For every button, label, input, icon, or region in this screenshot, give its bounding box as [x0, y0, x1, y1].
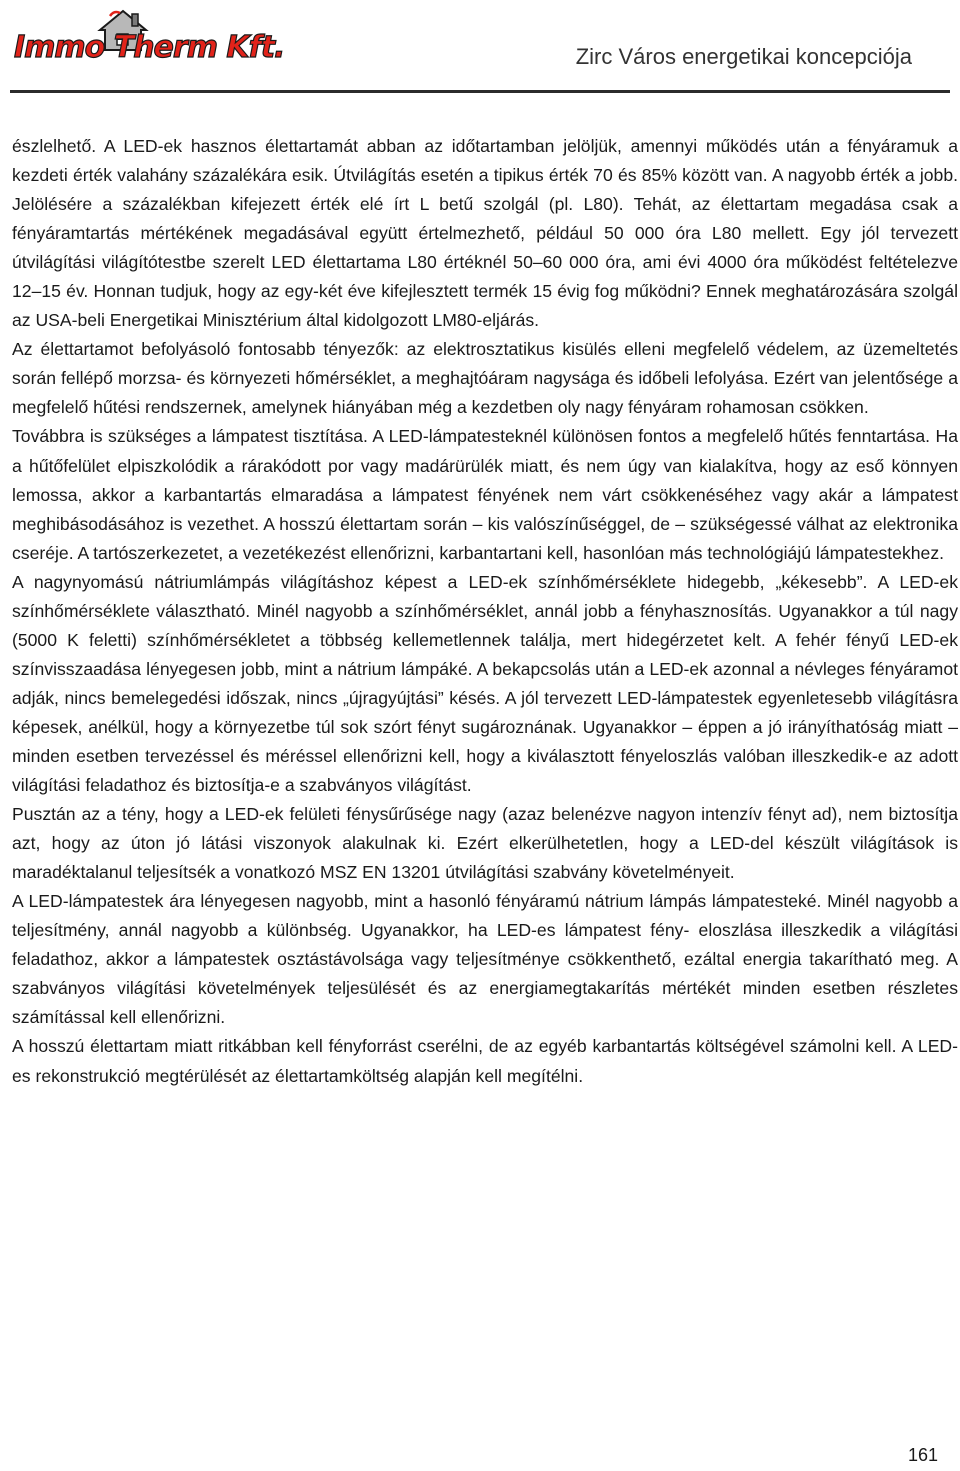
- paragraph: Az élettartamot befolyásoló fontosabb tényezők: az elektrosztatikus kisülés elleni megfelelő védelem, az üzemeltetés során fellépő morzsa- és környezeti hőmérséklet, a meghajtóáram nagysága és időbeli lefolyása. Ezért van jelentősége a megfelelő hűtési rendszernek, amelynek hiányában még a kezdetben oly nagy fényáram rohamosan csökken.: [12, 339, 958, 418]
- paragraph: észlelhető. A LED-ek hasznos élettartamát abban az időtartamban jelöljük, amennyi működés után a fényáramuk a kezdeti érték valahány százalékára esik. Útvilágítás esetén a tipikus érték 70 és 85% között van. A nagyobb érték a jobb. Jelölésére a százalékban kifejezett érték elé írt L betű szolgál (pl. L80). Tehát, az élettartam megadása csak a fényáramtartás mértékének megadásával együtt értelmezhető, például 50 000 óra L80 mellett. Egy jól tervezett útvilágítási világítótestbe szerelt LED élettartama L80 értéknél 50–60 000 óra, ami évi 4000 óra működést feltételezve 12–15 év. Honnan tudjuk, hogy az egy-két éve kifejlesztett termék 15 évig fog működni? Ennek meghatározására szolgál az USA-beli Energetikai Minisztérium által kidolgozott LM80-eljárás.: [12, 136, 958, 331]
- logo-wordmark: Immo Therm Kft.: [14, 30, 285, 65]
- paragraph: Pusztán az a tény, hogy a LED-ek felületi fénysűrűsége nagy (azaz belenézve nagyon intenzív fényt ad), nem biztosítja azt, hogy az úton jó látási viszonyok alakulnak ki. Ezért elkerülhetetlen, hogy a LED-del készült világítások is maradéktalanul teljesítsék a vonatkozó MSZ EN 13201 útvilágítási szabvány követelményeit.: [12, 804, 958, 883]
- paragraph: Továbbra is szükséges a lámpatest tisztítása. A LED-lámpatesteknél különösen fontos a megfelelő hűtés fenntartása. Ha a hűtőfelület elpiszkolódik a rárakódott por vagy madárürülék miatt, és nem úgy van kialakítva, hogy az eső könnyen lemossa, akkor a karbantartás elmaradása a lámpatest fényének nem várt csökkenéséhez vagy akár a lámpatest meghibásodásához is vezethet. A hosszú élettartam során – kis valószínűséggel, de – szükségessé válhat az elektronika cseréje. A tartószerkezetet, a vezetékezést ellenőrizni, karbantartani kell, hasonlóan más technológiájú lámpatestekhez.: [12, 426, 958, 563]
- paragraph: A nagynyomású nátriumlámpás világításhoz képest a LED-ek színhőmérséklete hidegebb, „kékesebb”. A LED-ek színhőmérséklete választható. Minél nagyobb a színhőmérséklet, annál jobb a fényhasznosítás. Ugyanakkor a túl nagy (5000 K feletti) színhőmérsékletet a többség kellemetlennek találja, mert hidegérzetet kelt. A fehér fényű LED-ek színvisszaadása lényegesen jobb, mint a nátrium lámpáké. A bekapcsolás után a LED-ek azonnal a névleges fényáramot adják, nincs bemelegedési időszak, nincs „újragyújtási” késés. A jól tervezett LED-lámpatestek egyenletesebb világításra képesek, anélkül, hogy a környezetbe túl sok szórt fényt sugároznának. Ugyanakkor – éppen a jó irányíthatóság miatt – minden esetben tervezéssel és méréssel ellenőrizni kell, hogy a kiválasztott fényeloszlás valóban illeszkedik-e az adott világítási feladathoz és biztosítja-e a szabványos világítást.: [12, 571, 958, 796]
- body-text: [12, 132, 958, 1091]
- page-number: 161: [907, 1445, 938, 1465]
- page-header: [0, 0, 960, 110]
- paragraph: A LED-lámpatestek ára lényegesen nagyobb, mint a hasonló fényáramú nátrium lámpás lámpatesteké. Minél nagyobb a teljesítmény, annál nagyobb a különbség. Ugyanakkor, ha LED-es lámpatest fény- eloszlása illeszkedik a világítási feladathoz, akkor a lámpatestek osztástávolsága vagy teljesítménye csökkenthető, ezáltal energia takarítható meg. A szabványos világítási követelmények teljesülését és az energiamegtakarítás mértékét minden esetben részletes számítással kell ellenőrizni.: [12, 891, 958, 1028]
- header-divider: [10, 90, 950, 93]
- company-logo: [10, 8, 285, 70]
- running-title: Zirc Város energetikai koncepciója: [575, 44, 912, 69]
- paragraph: A hosszú élettartam miatt ritkábban kell fényforrást cserélni, de az egyéb karbantartás költségével számolni kell. A LED-es rekonstrukció megtérülését az élettartamköltség alapján kell megítélni.: [12, 1036, 958, 1086]
